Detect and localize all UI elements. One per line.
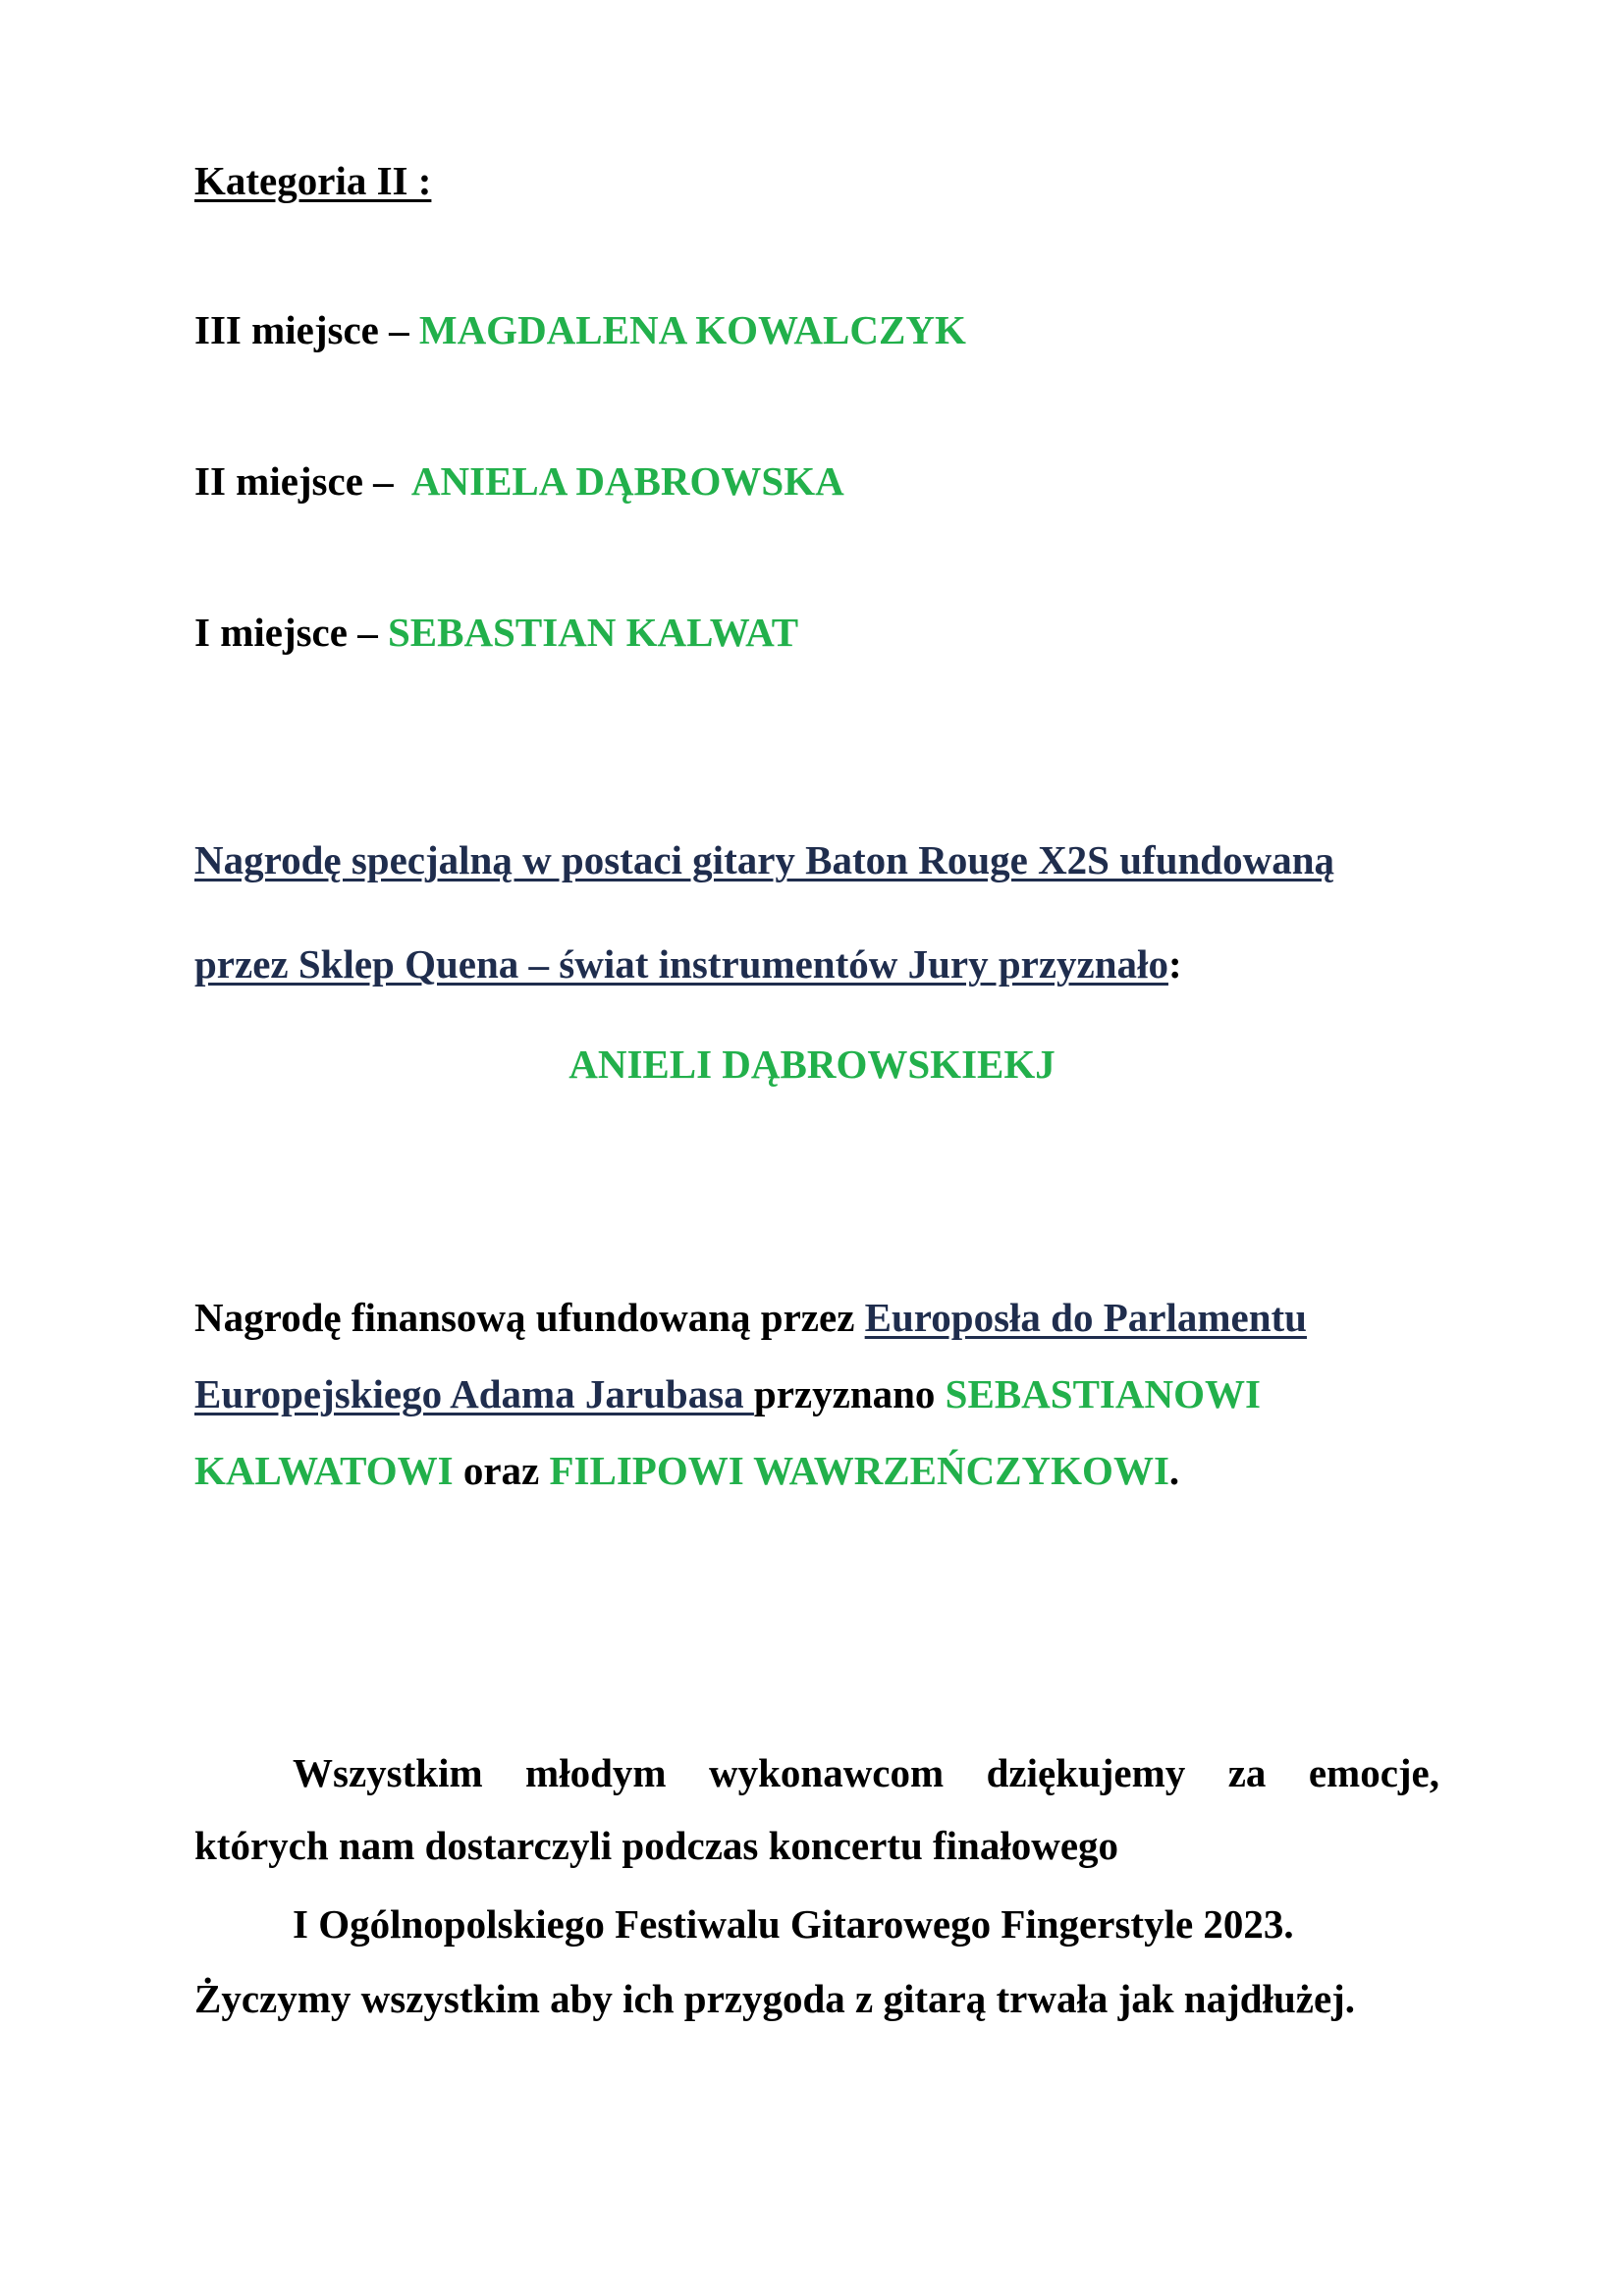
awarded-text: przyznano bbox=[753, 1371, 946, 1416]
winner-name: SEBASTIAN KALWAT bbox=[387, 610, 799, 655]
special-prize-line-1: Nagrodę specjalną w postaci gitary Baton Rouge X2S ufundowaną bbox=[194, 837, 1335, 882]
closing-line-2: których nam dostarczyli podczas koncertu finałowego bbox=[194, 1823, 1119, 1868]
special-prize-winner: ANIELI DĄBROWSKIEKJ bbox=[568, 1041, 1056, 1087]
place-label: I miejsce – bbox=[194, 610, 388, 655]
special-prize-sponsor-text: przez Sklep Quena – świat instrumentów Jury przyznało bbox=[194, 941, 1168, 987]
financial-prize-line-3 bbox=[194, 1447, 1179, 1494]
financial-prize-line-2 bbox=[194, 1370, 1261, 1417]
place-label: III miejsce – bbox=[194, 307, 419, 352]
place-first bbox=[194, 609, 798, 656]
place-label: II miejsce – bbox=[194, 458, 411, 504]
winner-name: FILIPOWI WAWRZEŃCZYKOWI bbox=[549, 1448, 1169, 1493]
period: . bbox=[1168, 1448, 1180, 1493]
closing-line-3: I Ogólnopolskiego Festiwalu Gitarowego Fingerstyle 2023. bbox=[293, 1901, 1294, 1947]
sponsor-name-part-1: Europosła do Parlamentu bbox=[864, 1295, 1307, 1340]
closing-line-1: Wszystkim młodym wykonawcom dziękujemy za emocje, bbox=[293, 1750, 1439, 1795]
place-third bbox=[194, 306, 966, 353]
sponsor-name-part-2: Europejskiego Adama Jarubasa bbox=[194, 1371, 754, 1416]
winner-name: SEBASTIANOWI bbox=[945, 1371, 1261, 1416]
conjunction: oraz bbox=[453, 1448, 550, 1493]
winner-name: ANIELA DĄBROWSKA bbox=[410, 458, 844, 504]
winner-name: KALWATOWI bbox=[194, 1448, 454, 1493]
financial-prize-line-1 bbox=[194, 1294, 1307, 1341]
financial-prize-intro: Nagrodę finansową ufundowaną przez bbox=[194, 1295, 865, 1340]
winner-name: MAGDALENA KOWALCZYK bbox=[418, 307, 966, 352]
special-prize-line-2 bbox=[194, 940, 1182, 988]
category-title: Kategoria II : bbox=[194, 158, 432, 203]
closing-line-4: Życzymy wszystkim aby ich przygoda z gitarą trwała jak najdłużej. bbox=[194, 1976, 1356, 2021]
colon: : bbox=[1167, 941, 1182, 987]
place-second bbox=[194, 457, 844, 505]
